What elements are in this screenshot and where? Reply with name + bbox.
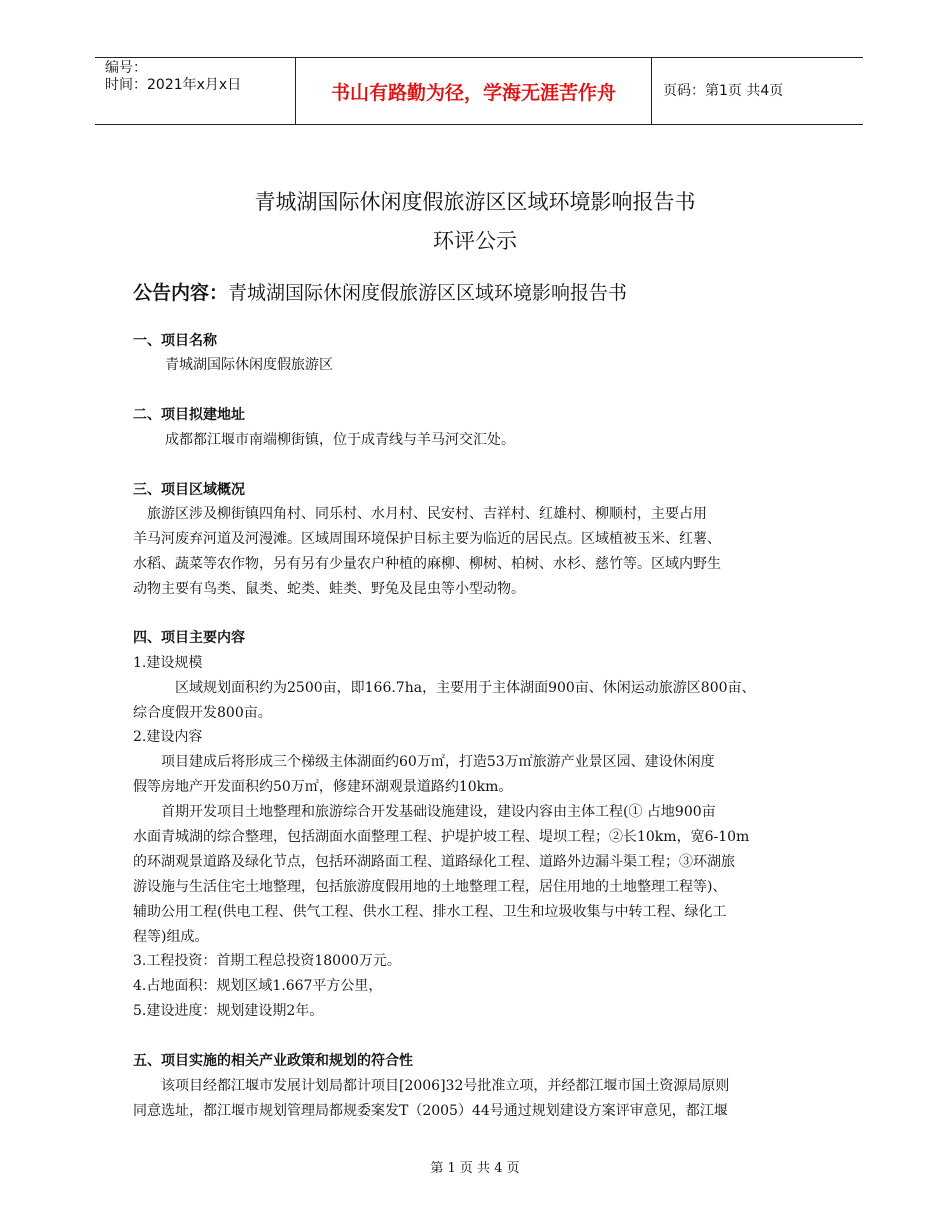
paragraph-line: 水面青城湖的综合整理，包括湖面水面整理工程、护堤护坡工程、堤坝工程；②长10km，宽6-10m [133,829,750,845]
section-heading: 一、项目名称 [133,333,217,349]
header-page-info: 页码：第1页 共4页 [663,83,784,99]
paragraph-line: 综合度假开发800亩。 [133,705,272,721]
time-label: 时间：2021年x月x日 [105,77,242,93]
section-heading: 四、项目主要内容 [133,630,245,646]
paragraph-line: 的环湖观景道路及绿化节点，包括环湖路面工程、道路绿化工程、道路外边漏斗渠工程；③环湖旅 [133,854,735,870]
page-footer: 第 1 页 共 4 页 [430,1161,520,1176]
header-divider [651,58,652,124]
paragraph-line: 2.建设内容 [133,729,203,745]
header-motto: 书山有路勤为径，学海无涯苦作舟 [330,82,616,104]
paragraph-line: 4.占地面积：规划区域1.667平方公里， [133,978,383,994]
paragraph-line: 游设施与生活住宅土地整理，包括旅游度假用地的土地整理工程，居住用地的土地整理工程等)、 [133,879,727,895]
document-subtitle: 环评公示 [433,229,517,253]
paragraph-line: 该项目经都江堰市发展计划局都计项目[2006]32号批准立项，并经都江堰市国土资源局原则 [161,1078,730,1094]
notice-text: 青城湖国际休闲度假旅游区区域环境影响报告书 [228,282,628,304]
section-body: 青城湖国际休闲度假旅游区 [165,357,333,373]
notice-line [133,278,627,305]
section-heading: 五、项目实施的相关产业政策和规划的符合性 [133,1053,413,1069]
section-heading: 三、项目区域概况 [133,482,245,498]
notice-label: 公告内容： [133,282,229,304]
paragraph-line: 假等房地产开发面积约50万㎡，修建环湖观景道路约10km。 [133,779,513,795]
paragraph-line: 项目建成后将形成三个梯级主体湖面约60万㎡，打造53万㎡旅游产业景区园、建设休闲度 [161,754,715,770]
paragraph-line: 程等)组成。 [133,929,209,945]
paragraph-line: 辅助公用工程(供电工程、供气工程、供水工程、排水工程、卫生和垃圾收集与中转工程、绿化工 [133,904,727,920]
section-heading: 二、项目拟建地址 [133,407,245,423]
header-meta [105,60,241,94]
paragraph-line: 动物主要有鸟类、鼠类、蛇类、蛙类、野兔及昆虫等小型动物。 [133,581,525,597]
number-label: 编号： [105,60,147,76]
page-header [95,57,863,125]
paragraph-line: 首期开发项目土地整理和旅游综合开发基础设施建设，建设内容由主体工程(① 占地900亩 [161,804,716,820]
paragraph-line: 1.建设规模 [133,655,203,671]
paragraph-line: 羊马河废弃河道及河漫滩。区域周围环境保护目标主要为临近的居民点。区域植被玉米、红薯、 [133,531,721,547]
paragraph-line: 同意选址，都江堰市规划管理局都规委案发T（2005）44号通过规划建设方案评审意见，都江堰 [133,1103,728,1119]
section-body: 成都都江堰市南端柳街镇，位于成青线与羊马河交汇处。 [165,432,515,448]
paragraph-line: 水稻、蔬菜等农作物，另有另有少量农户种植的麻柳、柳树、柏树、水杉、慈竹等。区域内野生 [133,556,721,572]
paragraph-line: 区域规划面积约为2500亩，即166.7ha，主要用于主体湖面900亩、休闲运动旅游区800亩、 [175,680,756,696]
paragraph-line: 5.建设进度：规划建设期2年。 [133,1003,324,1019]
paragraph-line: 旅游区涉及柳街镇四角村、同乐村、水月村、民安村、吉祥村、红雄村、柳顺村，主要占用 [147,506,707,522]
paragraph-line: 3.工程投资：首期工程总投资18000万元。 [133,953,401,969]
document-title: 青城湖国际休闲度假旅游区区域环境影响报告书 [254,190,696,214]
